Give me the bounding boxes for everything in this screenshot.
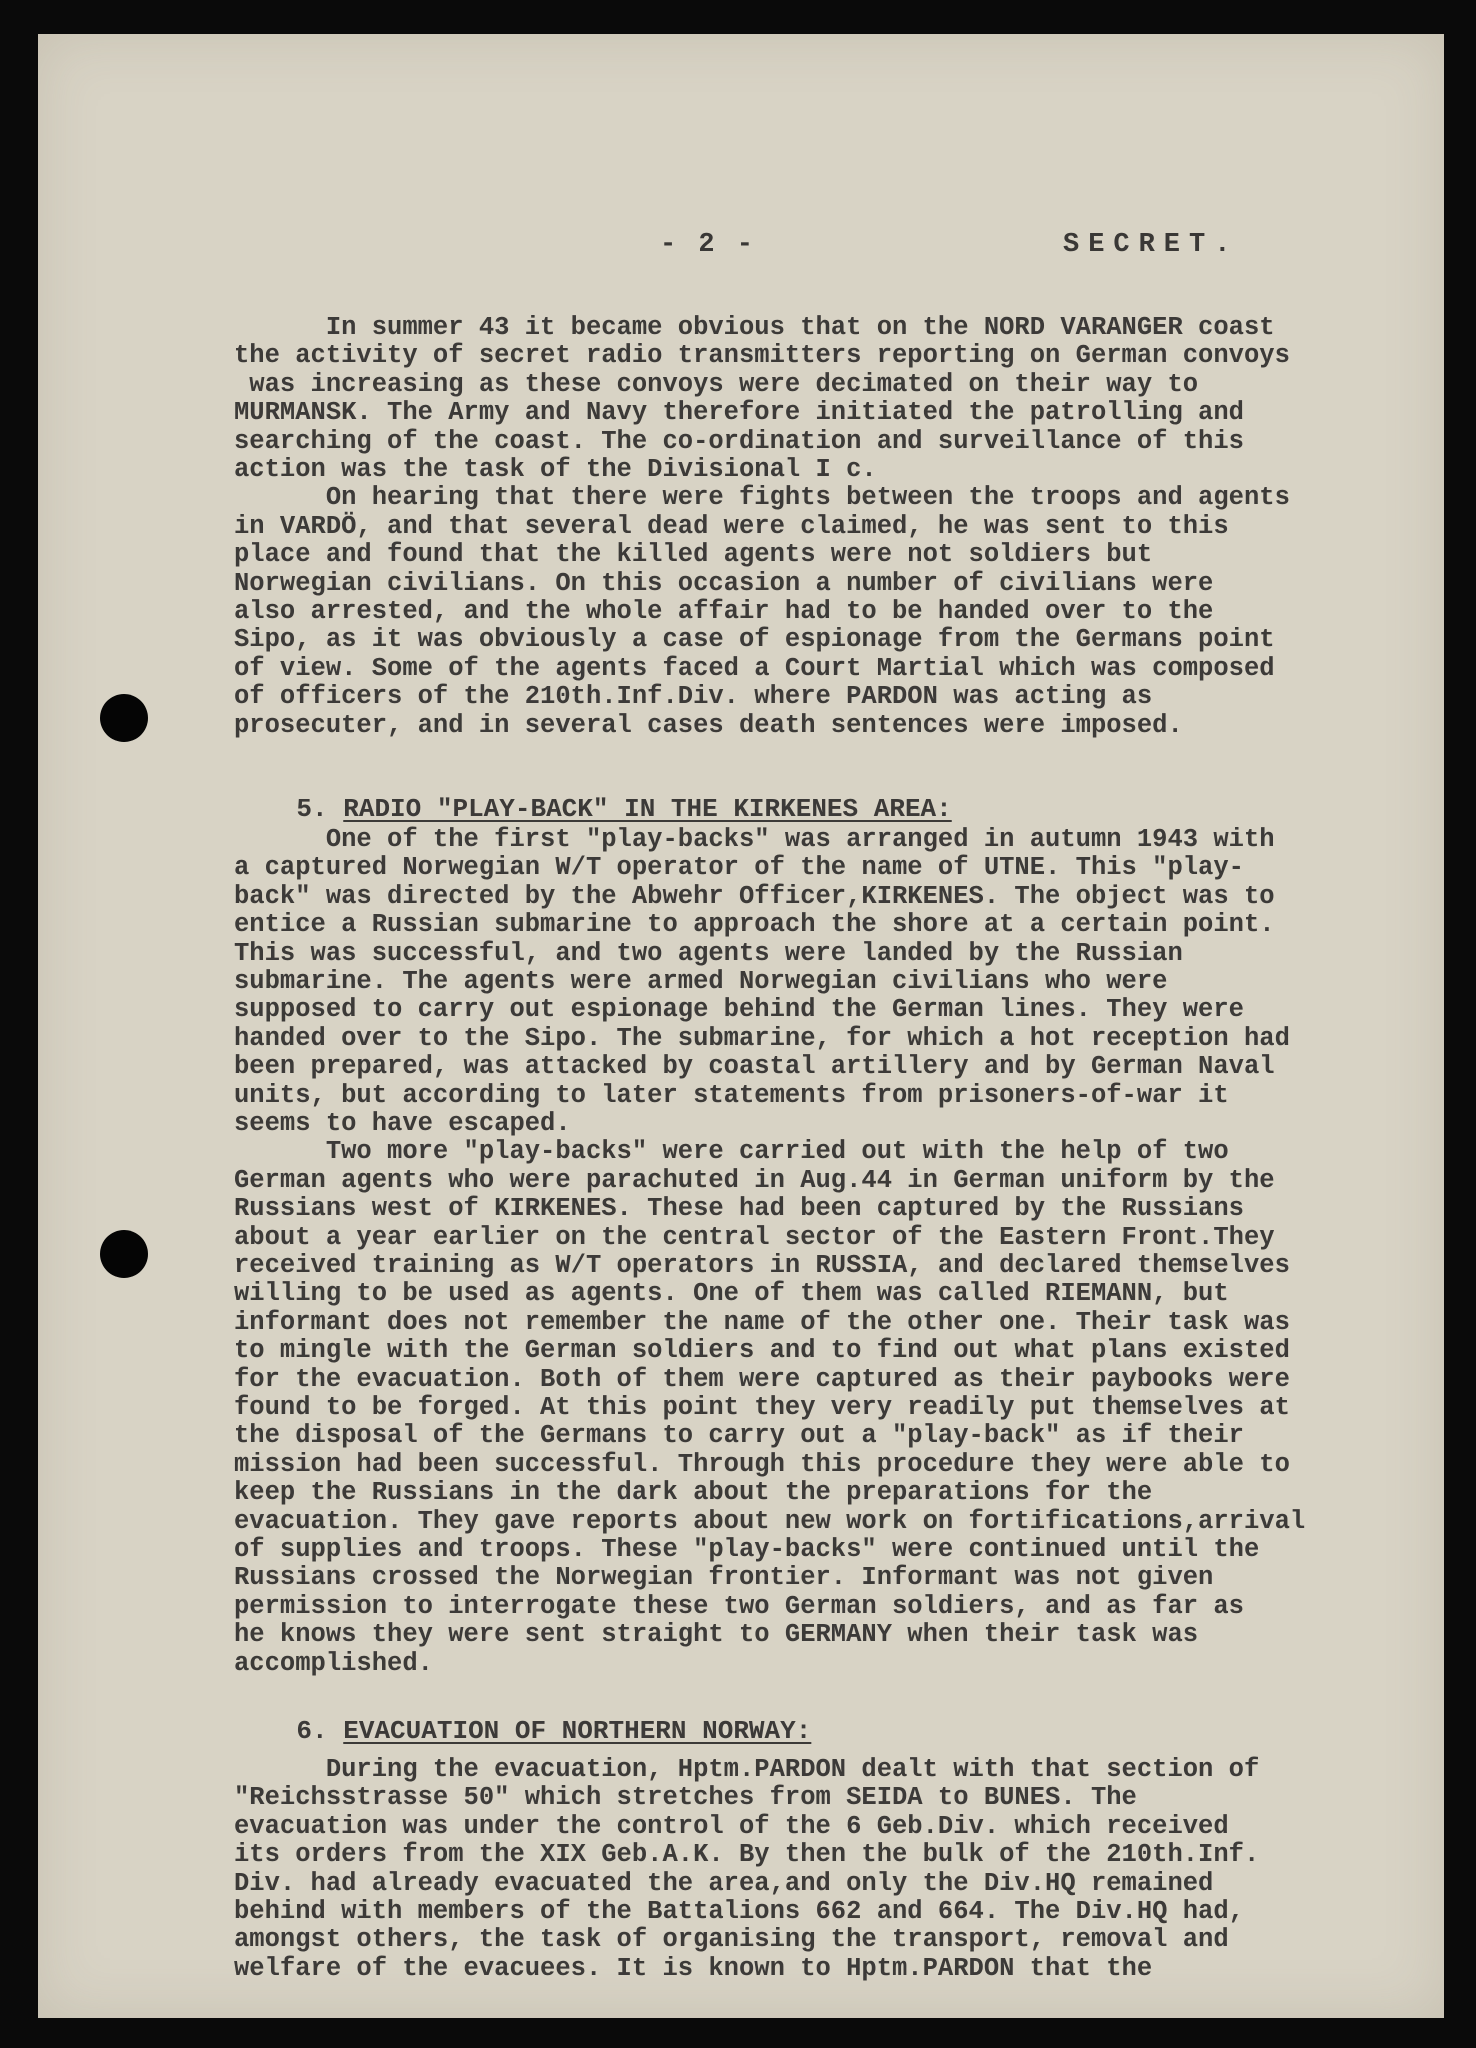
text-line: of officers of the 210th.Inf.Div. where PARDON was acting as [234, 682, 1153, 712]
text-line: This was successful, and two agents were landed by the Russian [234, 938, 1183, 968]
text-line: permission to interrogate these two German soldiers, and as far as [234, 1591, 1244, 1621]
text-line: amongst others, the task of organising the transport, removal and [234, 1925, 1229, 1955]
section-6-number: 6. [296, 1716, 328, 1746]
text-line: accomplished. [234, 1648, 433, 1678]
text-line: In summer 43 it became obvious that on the NORD VARANGER coast [234, 313, 1275, 342]
text-line: During the evacuation, Hptm.PARDON dealt with that section of [234, 1755, 1260, 1784]
section-5-number: 5. [296, 794, 328, 824]
section-5-title: RADIO "PLAY-BACK" IN THE KIRKENES AREA: [343, 794, 952, 824]
text-line: found to be forged. At this point they very readily put themselves at [234, 1393, 1290, 1422]
text-line: "Reichsstrasse 50" which stretches from SEIDA to BUNES. The [234, 1783, 1137, 1813]
text-line: welfare of the evacuees. It is known to Hptm.PARDON that the [234, 1953, 1153, 1983]
text-line: Russians west of KIRKENES. These had been captured by the Russians [234, 1194, 1244, 1224]
text-line: action was the task of the Divisional I c. [234, 455, 877, 484]
page-number: - 2 - [660, 230, 757, 260]
text-line: Div. had already evacuated the area,and only the Div.HQ remained [234, 1868, 1214, 1898]
text-line: informant does not remember the name of the other one. Their task was [234, 1307, 1290, 1337]
text-line: behind with members of the Battalions 662 and 664. The Div.HQ had, [234, 1897, 1244, 1926]
text-line: he knows they were sent straight to GERMANY when their task was [234, 1620, 1199, 1650]
text-line: prosecuter, and in several cases death sentences were imposed. [234, 710, 1183, 740]
text-line: mission had been successful. Through this procedure they were able to [234, 1449, 1290, 1479]
text-line: about a year earlier on the central sector of the Eastern Front.They [234, 1222, 1275, 1252]
text-line: Norwegian civilians. On this occasion a number of civilians were [234, 568, 1214, 598]
punch-hole [100, 694, 148, 742]
text-line: MURMANSK. The Army and Navy therefore initiated the patrolling and [234, 398, 1244, 428]
text-line: also arrested, and the whole affair had to be handed over to the [234, 597, 1214, 626]
text-line: German agents who were parachuted in Aug.44 in German uniform by the [234, 1165, 1275, 1195]
text-line: handed over to the Sipo. The submarine, for which a hot reception had [234, 1023, 1290, 1053]
text-line: the activity of secret radio transmitters reporting on German convoys [234, 341, 1290, 371]
classification-marking: SECRET. [1063, 230, 1240, 260]
text-line: been prepared, was attacked by coastal artillery and by German Naval [234, 1052, 1275, 1082]
text-line: One of the first "play-backs" was arranged in autumn 1943 with [234, 825, 1275, 854]
text-line: of view. Some of the agents faced a Court Martial which was composed [234, 653, 1275, 683]
punch-hole [100, 1230, 148, 1278]
document-page [38, 34, 1444, 2018]
text-line: keep the Russians in the dark about the preparations for the [234, 1478, 1153, 1508]
text-line: received training as W/T operators in RUSSIA, and declared themselves [234, 1251, 1290, 1280]
text-line: units, but according to later statements from prisoners-of-war it [234, 1080, 1229, 1110]
text-line: seems to have escaped. [234, 1109, 571, 1138]
text-line: supposed to carry out espionage behind the German lines. They were [234, 995, 1244, 1025]
text-line: Two more "play-backs" were carried out with the help of two [234, 1137, 1229, 1167]
text-line: its orders from the XIX Geb.A.K. By then the bulk of the 210th.Inf. [234, 1840, 1260, 1870]
text-line: searching of the coast. The co-ordination and surveillance of this [234, 426, 1244, 456]
text-line: in VARDÖ, and that several dead were claimed, he was sent to this [234, 511, 1229, 541]
text-line: willing to be used as agents. One of them was called RIEMANN, but [234, 1279, 1229, 1309]
text-line: submarine. The agents were armed Norwegian civilians who were [234, 967, 1168, 996]
section-6-title: EVACUATION OF NORTHERN NORWAY: [343, 1716, 812, 1746]
text-line: evacuation was under the control of the 6 Geb.Div. which received [234, 1811, 1229, 1841]
text-line: of supplies and troops. These "play-backs" were continued until the [234, 1535, 1260, 1564]
text-line: place and found that the killed agents were not soldiers but [234, 540, 1153, 570]
text-line: back" was directed by the Abwehr Officer,KIRKENES. The object was to [234, 881, 1275, 911]
text-line: evacuation. They gave reports about new work on fortifications,arrival [234, 1506, 1306, 1536]
page-header [38, 230, 1444, 270]
text-line: was increasing as these convoys were decimated on their way to [234, 369, 1199, 399]
text-line: the disposal of the Germans to carry out a "play-back" as if their [234, 1421, 1244, 1451]
text-line: Sipo, as it was obviously a case of espionage from the Germans point [234, 625, 1275, 655]
text-line: On hearing that there were fights between the troops and agents [234, 483, 1290, 513]
text-line: Russians crossed the Norwegian frontier. Informant was not given [234, 1563, 1214, 1593]
text-line: entice a Russian submarine to approach the shore at a certain point. [234, 910, 1275, 940]
text-line: for the evacuation. Both of them were captured as their paybooks were [234, 1364, 1290, 1394]
text-line: a captured Norwegian W/T operator of the name of UTNE. This "play- [234, 853, 1244, 883]
text-line: to mingle with the German soldiers and to find out what plans existed [234, 1336, 1290, 1366]
